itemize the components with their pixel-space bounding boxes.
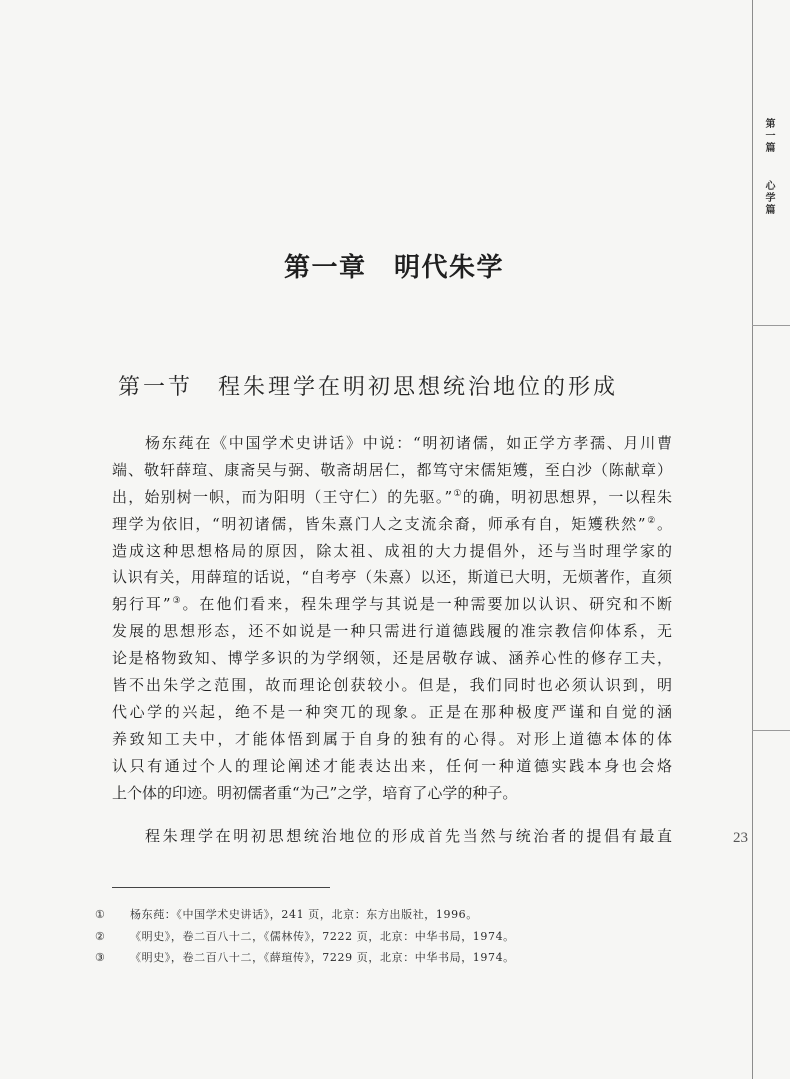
body-line: 认只有通过个人的理论阐述才能表达出来，任何一种道德实践本身也会烙 [112, 757, 672, 775]
body-line: 理学为依旧，“明初诸儒，皆朱熹门人之支流余裔，师承有自，矩矱秩然”②。 [112, 515, 672, 533]
chapter-title: 第一章 明代朱学 [284, 253, 505, 283]
body-line: 端、敬轩薛瑄、康斋吴与弼、敬斋胡居仁，都笃守宋儒矩矱，至白沙（陈献章） [112, 461, 672, 479]
footnote-text: 《明史》，卷二百八十二，《儒林传》，7222 页，北京：中华书局，1974。 [130, 930, 515, 943]
page-number: 23 [733, 830, 748, 846]
footnote-mark: ② [95, 930, 105, 943]
body-line: 造成这种思想格局的原因，除太祖、成祖的大力提倡外，还与当时理学家的 [112, 542, 672, 560]
body-line: 程朱理学在明初思想统治地位的形成首先当然与统治者的提倡有最直 [145, 827, 672, 845]
body-line: 认识有关，用薛瑄的话说，“自考亭（朱熹）以还，斯道已大明，无烦著作，直须 [112, 568, 672, 586]
section-title: 第一节 程朱理学在明初思想统治地位的形成 [118, 375, 619, 400]
footnote-rule [112, 887, 330, 888]
footnote-mark: ③ [95, 951, 105, 964]
body-line: 发展的思想形态，还不如说是一种只需进行道德践履的准宗教信仰体系，无 [112, 622, 672, 640]
footnote-text: 《明史》，卷二百八十二，《薛瑄传》，7229 页，北京：中华书局，1974。 [130, 951, 515, 964]
footnote-ref-1: ① [452, 489, 463, 499]
body-line: 皆不出朱学之范围，故而理论创获较小。但是，我们同时也必须认识到，明 [112, 676, 672, 694]
footnote-ref-2: ② [645, 516, 657, 526]
body-line: 论是格物致知、博学多识的为学纲领，还是居敬存诚、涵养心性的修存工夫， [112, 649, 672, 667]
body-line: 杨东莼在《中国学术史讲话》中说：“明初诸儒，如正学方孝孺、月川曹 [145, 434, 672, 452]
footnote-text: 杨东莼：《中国学术史讲话》，241 页，北京：东方出版社，1996。 [130, 908, 478, 921]
tab-divider-lower [752, 730, 790, 731]
body-line: 养致知工夫中，才能体悟到属于自身的独有的心得。对形上道德本体的体 [112, 730, 672, 748]
tab-divider-vertical [752, 0, 753, 1079]
side-tab-part-name: 心学篇 [763, 180, 774, 216]
body-line: 躬行耳”③。在他们看来，程朱理学与其说是一种需要加以认识、研究和不断 [112, 595, 672, 613]
body-line: 代心学的兴起，绝不是一种突兀的现象。正是在那种极度严谨和自觉的涵 [112, 703, 672, 721]
body-line: 出，始别树一帜，而为阳明（王守仁）的先驱。”①的确，明初思想界，一以程朱 [112, 488, 672, 506]
footnote-mark: ① [95, 908, 105, 921]
side-tab-part: 第一篇 [763, 118, 774, 154]
tab-divider-upper [752, 325, 790, 326]
footnote-ref-3: ③ [170, 596, 183, 606]
body-line: 上个体的印迹。明初儒者重“为己”之学，培育了心学的种子。 [112, 784, 518, 802]
